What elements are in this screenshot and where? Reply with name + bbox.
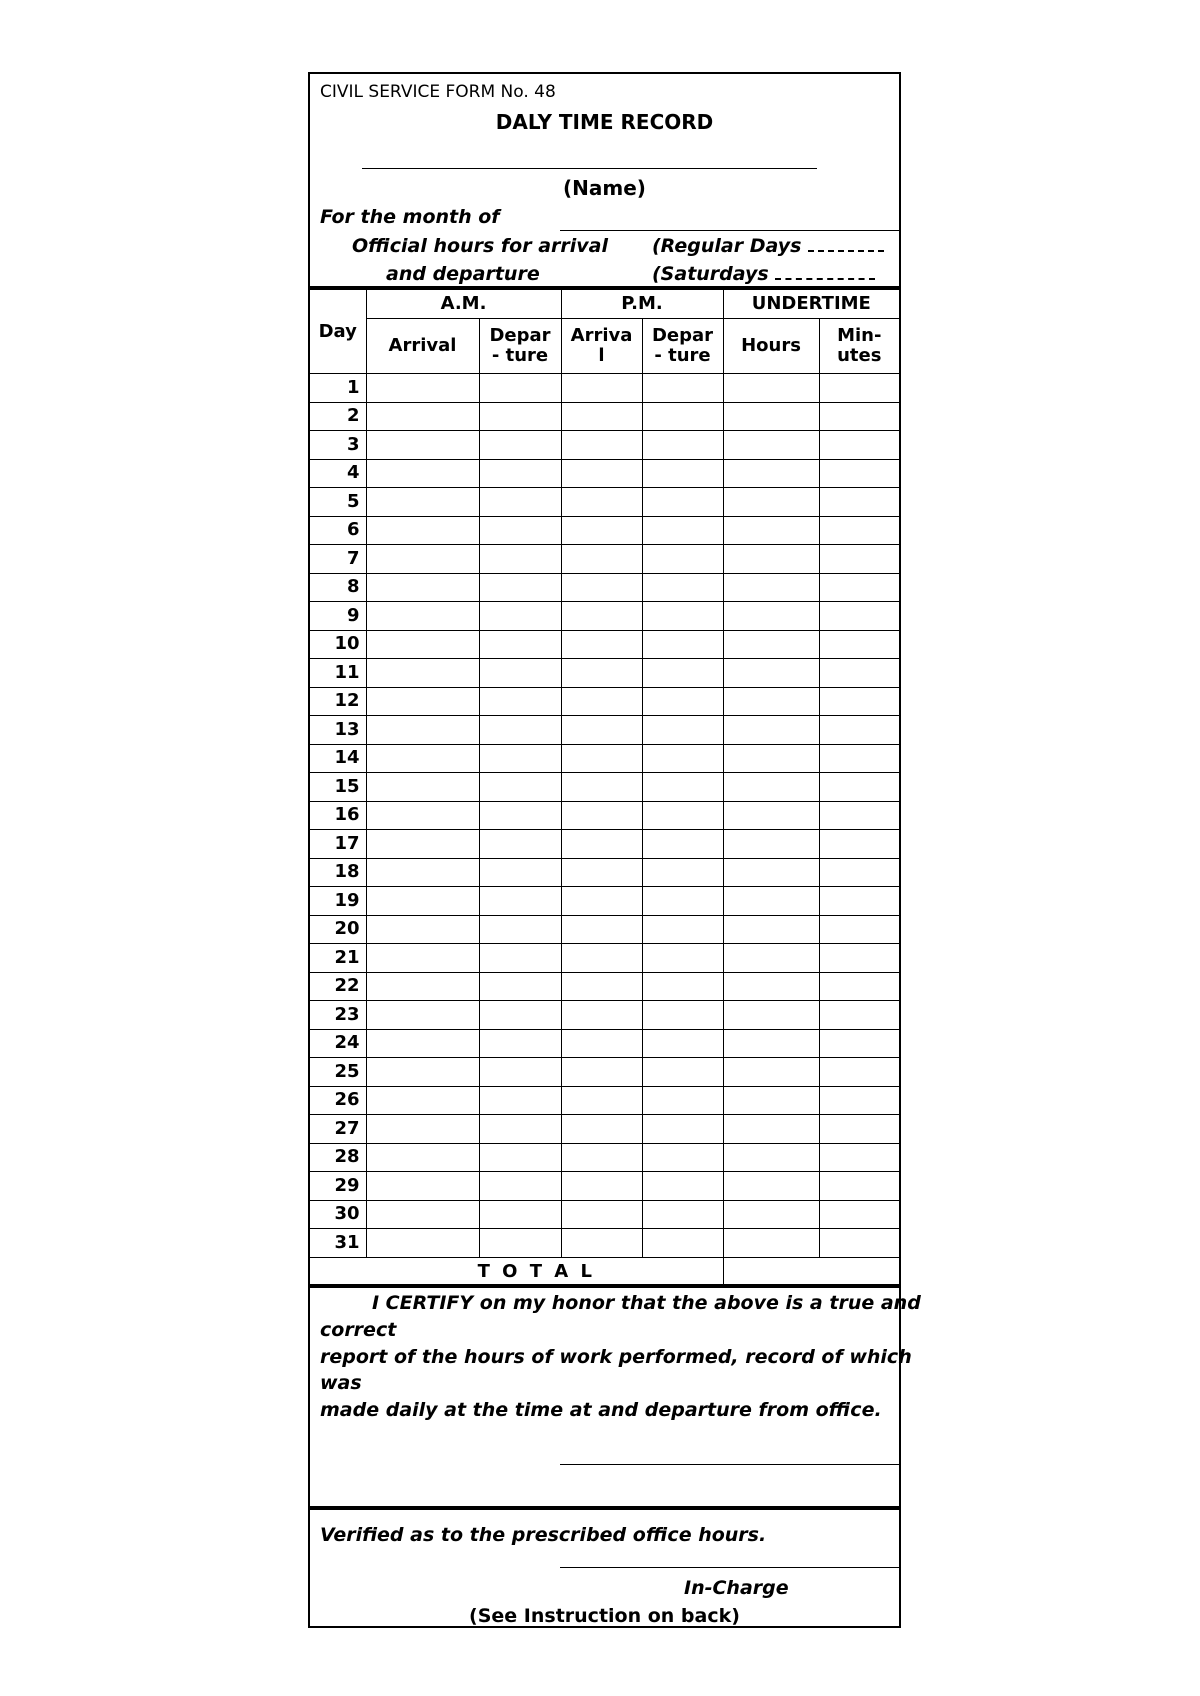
- am-departure-cell[interactable]: [479, 972, 561, 1001]
- table-row: [310, 1115, 899, 1144]
- am-arrival-cell[interactable]: [366, 716, 479, 745]
- employee-signature-line[interactable]: [560, 1464, 899, 1465]
- day-number: 20: [310, 915, 366, 944]
- undertime-hours-cell[interactable]: [723, 1172, 819, 1201]
- undertime-hours-cell[interactable]: [723, 488, 819, 517]
- table-row: [310, 516, 899, 545]
- pm-departure-cell[interactable]: [642, 944, 723, 973]
- am-departure-cell[interactable]: [479, 716, 561, 745]
- undertime-hours-cell[interactable]: [723, 545, 819, 574]
- undertime-minutes-cell[interactable]: [819, 801, 899, 830]
- table-row: [310, 1001, 899, 1030]
- table-row: [310, 374, 899, 403]
- undertime-hours-cell[interactable]: [723, 602, 819, 631]
- pm-departure-header: Depar - ture: [642, 319, 723, 374]
- undertime-hours-cell[interactable]: [723, 1086, 819, 1115]
- table-row: [310, 659, 899, 688]
- pm-arrival-cell[interactable]: [561, 858, 642, 887]
- undertime-minutes-cell[interactable]: [819, 1058, 899, 1087]
- undertime-hours-cell[interactable]: [723, 659, 819, 688]
- am-arrival-header: Arrival: [366, 319, 479, 374]
- pm-departure-cell[interactable]: [642, 687, 723, 716]
- am-departure-cell[interactable]: [479, 1229, 561, 1258]
- undertime-minutes-cell[interactable]: [819, 516, 899, 545]
- table-row: [310, 830, 899, 859]
- undertime-hours-cell[interactable]: [723, 630, 819, 659]
- pm-departure-cell[interactable]: [642, 830, 723, 859]
- pm-departure-cell[interactable]: [642, 516, 723, 545]
- pm-departure-cell[interactable]: [642, 1029, 723, 1058]
- total-value-cell[interactable]: [723, 1257, 899, 1286]
- table-row: [310, 630, 899, 659]
- am-arrival-cell[interactable]: [366, 488, 479, 517]
- undertime-minutes-cell[interactable]: [819, 830, 899, 859]
- pm-arrival-cell[interactable]: [561, 602, 642, 631]
- day-header: Day: [310, 290, 366, 374]
- am-departure-cell[interactable]: [479, 1029, 561, 1058]
- am-arrival-cell[interactable]: [366, 602, 479, 631]
- am-departure-cell[interactable]: [479, 659, 561, 688]
- am-departure-cell[interactable]: [479, 944, 561, 973]
- day-number: 26: [310, 1086, 366, 1115]
- day-number: 15: [310, 773, 366, 802]
- time-record-table: [310, 290, 899, 1286]
- day-number: 22: [310, 972, 366, 1001]
- day-number: 4: [310, 459, 366, 488]
- pm-departure-cell[interactable]: [642, 773, 723, 802]
- table-row: [310, 915, 899, 944]
- pm-departure-cell[interactable]: [642, 887, 723, 916]
- am-departure-cell[interactable]: [479, 1143, 561, 1172]
- pm-arrival-cell[interactable]: [561, 972, 642, 1001]
- undertime-hours-cell[interactable]: [723, 431, 819, 460]
- table-row: [310, 858, 899, 887]
- pm-arrival-cell[interactable]: [561, 488, 642, 517]
- table-row: [310, 972, 899, 1001]
- am-arrival-cell[interactable]: [366, 1229, 479, 1258]
- in-charge-label: In-Charge: [684, 1577, 789, 1599]
- regular-days-field: [652, 235, 884, 257]
- pm-arrival-cell[interactable]: [561, 915, 642, 944]
- pm-departure-cell[interactable]: [642, 488, 723, 517]
- undertime-minutes-cell[interactable]: [819, 716, 899, 745]
- pm-arrival-cell[interactable]: [561, 1229, 642, 1258]
- am-departure-cell[interactable]: [479, 374, 561, 403]
- month-field-line[interactable]: [560, 230, 899, 231]
- undertime-hours-cell[interactable]: [723, 830, 819, 859]
- table-row: [310, 716, 899, 745]
- pm-arrival-cell[interactable]: [561, 431, 642, 460]
- am-arrival-cell[interactable]: [366, 830, 479, 859]
- table-row: [310, 944, 899, 973]
- day-number: 14: [310, 744, 366, 773]
- pm-departure-cell[interactable]: [642, 1001, 723, 1030]
- undertime-hours-cell[interactable]: [723, 858, 819, 887]
- am-arrival-cell[interactable]: [366, 944, 479, 973]
- undertime-minutes-cell[interactable]: [819, 545, 899, 574]
- pm-departure-cell[interactable]: [642, 545, 723, 574]
- pm-arrival-cell[interactable]: [561, 1001, 642, 1030]
- am-arrival-cell[interactable]: [366, 374, 479, 403]
- undertime-minutes-cell[interactable]: [819, 1229, 899, 1258]
- am-arrival-cell[interactable]: [366, 887, 479, 916]
- undertime-minutes-cell[interactable]: [819, 972, 899, 1001]
- pm-departure-cell[interactable]: [642, 1200, 723, 1229]
- undertime-minutes-header: Min- utes: [819, 319, 899, 374]
- day-number: 6: [310, 516, 366, 545]
- am-arrival-cell[interactable]: [366, 744, 479, 773]
- instruction-note: (See Instruction on back): [469, 1605, 740, 1627]
- day-number: 7: [310, 545, 366, 574]
- certification-line-4: was: [320, 1372, 362, 1394]
- pm-arrival-cell[interactable]: [561, 545, 642, 574]
- undertime-minutes-cell[interactable]: [819, 1029, 899, 1058]
- undertime-hours-cell[interactable]: [723, 773, 819, 802]
- table-row: [310, 602, 899, 631]
- day-number: 17: [310, 830, 366, 859]
- official-hours-label-line2: and departure: [386, 263, 540, 285]
- pm-arrival-cell[interactable]: [561, 1143, 642, 1172]
- pm-departure-cell[interactable]: [642, 630, 723, 659]
- undertime-minutes-cell[interactable]: [819, 887, 899, 916]
- pm-arrival-cell[interactable]: [561, 374, 642, 403]
- day-number: 9: [310, 602, 366, 631]
- day-number: 19: [310, 887, 366, 916]
- pm-arrival-cell[interactable]: [561, 687, 642, 716]
- pm-arrival-cell[interactable]: [561, 801, 642, 830]
- pm-departure-cell[interactable]: [642, 402, 723, 431]
- certification-line-2: correct: [320, 1319, 397, 1341]
- undertime-hours-cell[interactable]: [723, 1143, 819, 1172]
- daily-time-record-form: [308, 72, 921, 1628]
- am-departure-cell[interactable]: [479, 1172, 561, 1201]
- pm-arrival-cell[interactable]: [561, 1172, 642, 1201]
- undertime-minutes-cell[interactable]: [819, 1115, 899, 1144]
- undertime-hours-cell[interactable]: [723, 459, 819, 488]
- pm-arrival-cell[interactable]: [561, 459, 642, 488]
- undertime-hours-header: Hours: [723, 319, 819, 374]
- pm-arrival-cell[interactable]: [561, 402, 642, 431]
- day-rows: [310, 374, 899, 1258]
- form-number: CIVIL SERVICE FORM No. 48: [320, 82, 556, 102]
- table-row: [310, 1172, 899, 1201]
- saturdays-label: (Saturdays: [652, 263, 769, 285]
- am-header: A.M.: [366, 290, 561, 319]
- undertime-minutes-cell[interactable]: [819, 374, 899, 403]
- am-arrival-cell[interactable]: [366, 1029, 479, 1058]
- saturdays-blank[interactable]: [775, 278, 875, 280]
- am-arrival-cell[interactable]: [366, 402, 479, 431]
- am-departure-cell[interactable]: [479, 459, 561, 488]
- undertime-hours-cell[interactable]: [723, 1115, 819, 1144]
- pm-departure-cell[interactable]: [642, 801, 723, 830]
- day-number: 23: [310, 1001, 366, 1030]
- undertime-minutes-cell[interactable]: [819, 602, 899, 631]
- undertime-minutes-cell[interactable]: [819, 630, 899, 659]
- day-number: 13: [310, 716, 366, 745]
- am-arrival-cell[interactable]: [366, 516, 479, 545]
- form-title: DALY TIME RECORD: [495, 110, 714, 134]
- undertime-minutes-cell[interactable]: [819, 573, 899, 602]
- am-departure-cell[interactable]: [479, 915, 561, 944]
- pm-arrival-cell[interactable]: [561, 716, 642, 745]
- certification-divider: [310, 1284, 899, 1288]
- am-departure-cell[interactable]: [479, 801, 561, 830]
- undertime-hours-cell[interactable]: [723, 573, 819, 602]
- am-arrival-cell[interactable]: [366, 1172, 479, 1201]
- pm-departure-cell[interactable]: [642, 1115, 723, 1144]
- am-arrival-cell[interactable]: [366, 630, 479, 659]
- undertime-minutes-cell[interactable]: [819, 1086, 899, 1115]
- day-number: 18: [310, 858, 366, 887]
- undertime-minutes-cell[interactable]: [819, 858, 899, 887]
- table-row: [310, 573, 899, 602]
- am-departure-cell[interactable]: [479, 573, 561, 602]
- undertime-hours-cell[interactable]: [723, 374, 819, 403]
- pm-arrival-cell[interactable]: [561, 1115, 642, 1144]
- pm-departure-cell[interactable]: [642, 1229, 723, 1258]
- month-label: For the month of: [320, 206, 500, 228]
- day-number: 27: [310, 1115, 366, 1144]
- day-number: 21: [310, 944, 366, 973]
- undertime-hours-cell[interactable]: [723, 915, 819, 944]
- am-arrival-cell[interactable]: [366, 773, 479, 802]
- am-departure-cell[interactable]: [479, 402, 561, 431]
- regular-days-blank[interactable]: [808, 250, 884, 252]
- pm-departure-cell[interactable]: [642, 858, 723, 887]
- undertime-hours-cell[interactable]: [723, 887, 819, 916]
- am-departure-cell[interactable]: [479, 858, 561, 887]
- am-departure-cell[interactable]: [479, 687, 561, 716]
- pm-departure-cell[interactable]: [642, 1058, 723, 1087]
- am-departure-cell[interactable]: [479, 887, 561, 916]
- pm-departure-cell[interactable]: [642, 602, 723, 631]
- undertime-hours-cell[interactable]: [723, 972, 819, 1001]
- day-number: 16: [310, 801, 366, 830]
- am-departure-cell[interactable]: [479, 630, 561, 659]
- day-number: 29: [310, 1172, 366, 1201]
- table-row: [310, 801, 899, 830]
- am-departure-cell[interactable]: [479, 431, 561, 460]
- am-arrival-cell[interactable]: [366, 915, 479, 944]
- day-number: 31: [310, 1229, 366, 1258]
- am-departure-cell[interactable]: [479, 1200, 561, 1229]
- am-arrival-cell[interactable]: [366, 687, 479, 716]
- undertime-hours-cell[interactable]: [723, 402, 819, 431]
- day-number: 5: [310, 488, 366, 517]
- pm-departure-cell[interactable]: [642, 1143, 723, 1172]
- am-departure-cell[interactable]: [479, 1058, 561, 1087]
- undertime-hours-cell[interactable]: [723, 744, 819, 773]
- undertime-minutes-cell[interactable]: [819, 459, 899, 488]
- am-arrival-cell[interactable]: [366, 573, 479, 602]
- table-row: [310, 687, 899, 716]
- pm-arrival-cell[interactable]: [561, 773, 642, 802]
- day-number: 28: [310, 1143, 366, 1172]
- am-arrival-cell[interactable]: [366, 972, 479, 1001]
- am-arrival-cell[interactable]: [366, 1115, 479, 1144]
- pm-departure-cell[interactable]: [642, 1086, 723, 1115]
- pm-arrival-cell[interactable]: [561, 744, 642, 773]
- undertime-hours-cell[interactable]: [723, 944, 819, 973]
- undertime-minutes-cell[interactable]: [819, 687, 899, 716]
- table-row: [310, 887, 899, 916]
- regular-days-label: (Regular Days: [652, 235, 802, 257]
- day-number: 3: [310, 431, 366, 460]
- pm-departure-cell[interactable]: [642, 431, 723, 460]
- am-departure-cell[interactable]: [479, 516, 561, 545]
- day-number: 24: [310, 1029, 366, 1058]
- pm-departure-cell[interactable]: [642, 1172, 723, 1201]
- am-departure-cell[interactable]: [479, 545, 561, 574]
- undertime-minutes-cell[interactable]: [819, 659, 899, 688]
- pm-arrival-cell[interactable]: [561, 944, 642, 973]
- table-row: [310, 545, 899, 574]
- table-row: [310, 1229, 899, 1258]
- table-row: [310, 402, 899, 431]
- am-departure-header: Depar - ture: [479, 319, 561, 374]
- pm-departure-cell[interactable]: [642, 744, 723, 773]
- pm-departure-cell[interactable]: [642, 716, 723, 745]
- undertime-minutes-cell[interactable]: [819, 744, 899, 773]
- pm-departure-cell[interactable]: [642, 972, 723, 1001]
- am-departure-cell[interactable]: [479, 1001, 561, 1030]
- pm-arrival-cell[interactable]: [561, 1029, 642, 1058]
- undertime-hours-cell[interactable]: [723, 1029, 819, 1058]
- name-label: (Name): [563, 176, 646, 200]
- undertime-minutes-cell[interactable]: [819, 1200, 899, 1229]
- am-arrival-cell[interactable]: [366, 1143, 479, 1172]
- pm-arrival-cell[interactable]: [561, 1200, 642, 1229]
- day-number: 10: [310, 630, 366, 659]
- am-arrival-cell[interactable]: [366, 1086, 479, 1115]
- table-row: [310, 744, 899, 773]
- certification-line-5: made daily at the time at and departure from office.: [320, 1399, 882, 1421]
- undertime-minutes-cell[interactable]: [819, 1172, 899, 1201]
- am-departure-cell[interactable]: [479, 744, 561, 773]
- day-number: 25: [310, 1058, 366, 1087]
- am-departure-cell[interactable]: [479, 1115, 561, 1144]
- undertime-minutes-cell[interactable]: [819, 488, 899, 517]
- am-departure-cell[interactable]: [479, 1086, 561, 1115]
- am-departure-cell[interactable]: [479, 602, 561, 631]
- am-arrival-cell[interactable]: [366, 431, 479, 460]
- pm-departure-cell[interactable]: [642, 915, 723, 944]
- pm-departure-cell[interactable]: [642, 459, 723, 488]
- pm-arrival-header: Arriva l: [561, 319, 642, 374]
- undertime-minutes-cell[interactable]: [819, 1143, 899, 1172]
- pm-arrival-cell[interactable]: [561, 1058, 642, 1087]
- am-departure-cell[interactable]: [479, 830, 561, 859]
- undertime-header: UNDERTIME: [723, 290, 899, 319]
- pm-departure-cell[interactable]: [642, 573, 723, 602]
- pm-arrival-cell[interactable]: [561, 630, 642, 659]
- in-charge-signature-line[interactable]: [560, 1567, 899, 1568]
- undertime-minutes-cell[interactable]: [819, 773, 899, 802]
- table-row: [310, 1029, 899, 1058]
- undertime-hours-cell[interactable]: [723, 1229, 819, 1258]
- table-row: [310, 488, 899, 517]
- undertime-minutes-cell[interactable]: [819, 944, 899, 973]
- table-row: [310, 1086, 899, 1115]
- am-arrival-cell[interactable]: [366, 1058, 479, 1087]
- pm-arrival-cell[interactable]: [561, 659, 642, 688]
- name-field-line[interactable]: [362, 168, 817, 169]
- total-label: T O T A L: [310, 1257, 723, 1286]
- table-row: [310, 1200, 899, 1229]
- pm-arrival-cell[interactable]: [561, 1086, 642, 1115]
- pm-departure-cell[interactable]: [642, 374, 723, 403]
- am-departure-cell[interactable]: [479, 773, 561, 802]
- undertime-hours-cell[interactable]: [723, 716, 819, 745]
- table-row: [310, 773, 899, 802]
- day-number: 30: [310, 1200, 366, 1229]
- undertime-minutes-cell[interactable]: [819, 915, 899, 944]
- am-arrival-cell[interactable]: [366, 459, 479, 488]
- certification-line-1: I CERTIFY on my honor that the above is a true and: [372, 1292, 921, 1314]
- table-row: [310, 459, 899, 488]
- pm-header: P.M.: [561, 290, 723, 319]
- undertime-hours-cell[interactable]: [723, 516, 819, 545]
- am-departure-cell[interactable]: [479, 488, 561, 517]
- pm-arrival-cell[interactable]: [561, 573, 642, 602]
- pm-arrival-cell[interactable]: [561, 830, 642, 859]
- official-hours-label-line1: Official hours for arrival: [352, 235, 608, 257]
- undertime-hours-cell[interactable]: [723, 687, 819, 716]
- table-row: [310, 1058, 899, 1087]
- pm-departure-cell[interactable]: [642, 659, 723, 688]
- day-number: 1: [310, 374, 366, 403]
- undertime-minutes-cell[interactable]: [819, 1001, 899, 1030]
- day-number: 11: [310, 659, 366, 688]
- undertime-hours-cell[interactable]: [723, 801, 819, 830]
- certification-line-3: report of the hours of work performed, record of which: [320, 1346, 912, 1368]
- undertime-minutes-cell[interactable]: [819, 402, 899, 431]
- am-arrival-cell[interactable]: [366, 1200, 479, 1229]
- saturdays-field: [652, 263, 875, 285]
- pm-arrival-cell[interactable]: [561, 887, 642, 916]
- am-arrival-cell[interactable]: [366, 659, 479, 688]
- day-number: 8: [310, 573, 366, 602]
- verified-label: Verified as to the prescribed office hours.: [320, 1524, 767, 1546]
- table-row: [310, 431, 899, 460]
- am-arrival-cell[interactable]: [366, 1001, 479, 1030]
- am-arrival-cell[interactable]: [366, 801, 479, 830]
- day-number: 2: [310, 402, 366, 431]
- undertime-hours-cell[interactable]: [723, 1001, 819, 1030]
- undertime-minutes-cell[interactable]: [819, 431, 899, 460]
- pm-arrival-cell[interactable]: [561, 516, 642, 545]
- am-arrival-cell[interactable]: [366, 858, 479, 887]
- undertime-hours-cell[interactable]: [723, 1200, 819, 1229]
- verification-divider: [310, 1506, 899, 1510]
- undertime-hours-cell[interactable]: [723, 1058, 819, 1087]
- day-number: 12: [310, 687, 366, 716]
- am-arrival-cell[interactable]: [366, 545, 479, 574]
- table-row: [310, 1143, 899, 1172]
